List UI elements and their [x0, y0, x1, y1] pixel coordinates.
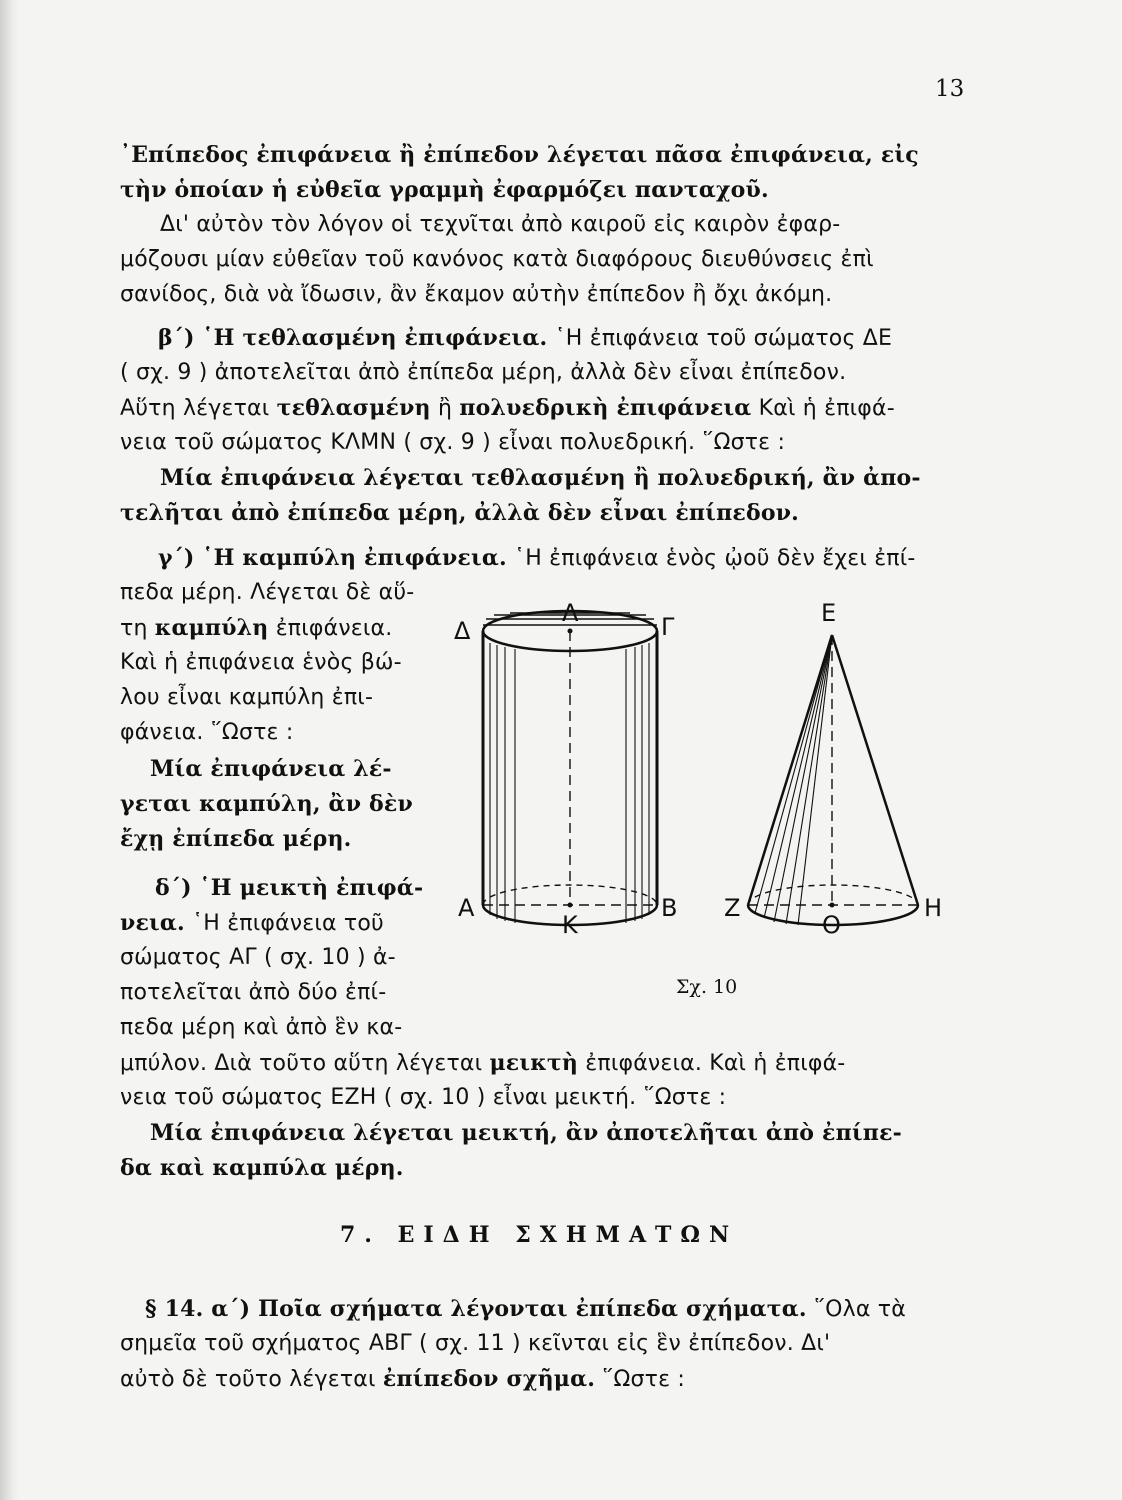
- body-text-line: νεια τοῦ σώματος ΕΖΗ ( σχ. 10 ) εἶναι μεικτή. ῞Ωστε :: [120, 1085, 727, 1110]
- body-text-line: ( σχ. 9 ) ἀποτελεῖται ἀπὸ ἐπίπεδα μέρη, ἀλλὰ δὲν εἶναι ἐπίπεδον.: [120, 360, 847, 385]
- body-text-line: τη καμπύλη ἐπιφάνεια.: [120, 615, 393, 641]
- body-text-line: λου εἶναι καμπύλη ἐπι-: [120, 685, 374, 710]
- label-zeta: Ζ: [724, 894, 741, 922]
- subsection-heading-broken: β΄) ῾Η τεθλασμένη ἐπιφάνεια.: [158, 325, 548, 351]
- label-eta: Η: [924, 894, 943, 922]
- label-epsilon: Ε: [821, 599, 837, 627]
- definition-mixed-line-1: Μία ἐπιφάνεια λέγεται μεικτή, ἂν ἀποτελῆται ἀπὸ ἐπίπε-: [150, 1120, 902, 1146]
- section-title: 7. ΕΙΔΗ ΣΧΗΜΑΤΩΝ: [340, 1222, 739, 1248]
- body-text-line: μπύλον. Διὰ τοῦτο αὕτη λέγεται μεικτὴ ἐπιφάνεια. Καὶ ἡ ἐπιφά-: [120, 1050, 846, 1076]
- cylinder-drawing: [483, 611, 657, 925]
- body-text-line: Καὶ ἡ ἐπιφάνεια ἑνὸς βώ-: [120, 650, 402, 675]
- figure-cylinder-cone: [450, 595, 960, 950]
- label-gamma: Γ: [661, 613, 675, 641]
- label-omicron: Ο: [822, 911, 841, 939]
- body-text-line: αὐτὸ δὲ τοῦτο λέγεται ἐπίπεδον σχῆμα. ῞Ωστε :: [120, 1366, 685, 1392]
- label-delta: Δ: [454, 617, 471, 645]
- body-text-line: Αὕτη λέγεται τεθλασμένη ἢ πολυεδρικὴ ἐπιφάνεια Καὶ ἡ ἐπιφά-: [120, 395, 895, 421]
- body-text: ῾Η ἐπιφάνεια τοῦ σώματος ΔΕ: [554, 326, 893, 351]
- term-broken: τεθλασμένη: [276, 395, 431, 421]
- term-polyhedral: πολυεδρικὴ ἐπιφάνεια: [459, 395, 752, 421]
- subsection-heading-curved: γ΄) ῾Η καμπύλη ἐπιφάνεια.: [158, 545, 507, 571]
- definition-curved-line-2: γεται καμπύλη, ἂν δὲν: [120, 791, 413, 817]
- body-text-line: φάνεια. ῞Ωστε :: [120, 720, 294, 745]
- term-plane-figure: ἐπίπεδον σχῆμα.: [382, 1366, 596, 1392]
- body-text-line: ποτελεῖται ἀπὸ δύο ἐπί-: [120, 980, 387, 1005]
- label-beta: Β: [661, 894, 678, 922]
- body-text-line: Δι' αὐτὸν τὸν λόγον οἱ τεχνῖται ἀπὸ καιροῦ εἰς καιρὸν ἐφαρ-: [160, 212, 841, 237]
- cone-drawing: [748, 635, 918, 925]
- subsection-broken-surface: [158, 325, 892, 351]
- page-number: 13: [935, 76, 965, 102]
- definition-mixed-line-2: δα καὶ καμπύλα μέρη.: [120, 1155, 404, 1181]
- label-lambda: Λ: [562, 599, 579, 627]
- body-text-line: σημεῖα τοῦ σχήματος ΑΒΓ ( σχ. 11 ) κεῖνται εἰς ἓν ἐπίπεδον. Δι': [120, 1331, 831, 1356]
- body-text-line: σώματος ΑΓ ( σχ. 10 ) ἀ-: [120, 945, 396, 970]
- definition-broken-line-1: Μία ἐπιφάνεια λέγεται τεθλασμένη ἢ πολυεδρική, ἂν ἀπο-: [160, 465, 921, 491]
- label-kappa: Κ: [562, 911, 578, 939]
- subsection-curved-surface: [158, 545, 916, 571]
- definition-curved-line-3: ἔχῃ ἐπίπεδα μέρη.: [120, 826, 352, 852]
- label-alpha: Α: [458, 894, 475, 922]
- page-binding-shadow: [0, 0, 20, 1500]
- body-text-line: σανίδος, διὰ νὰ ἴδωσιν, ἂν ἔκαμον αὐτὴν ἐπίπεδον ἢ ὄχι ἀκόμη.: [120, 282, 833, 307]
- body-text-line: πεδα μέρη καὶ ἀπὸ ἓν κα-: [120, 1015, 403, 1040]
- section-14-heading: § 14. α΄) Ποῖα σχήματα λέγονται ἐπίπεδα σχήματα.: [145, 1296, 807, 1322]
- definition-flat-line-1: ᾿Επίπεδος ἐπιφάνεια ἢ ἐπίπεδον λέγεται πᾶσα ἐπιφάνεια, εἰς: [120, 142, 919, 168]
- definition-broken-line-2: τελῆται ἀπὸ ἐπίπεδα μέρη, ἀλλὰ δὲν εἶναι ἐπίπεδον.: [120, 500, 800, 526]
- body-text-line: μόζουσι μίαν εὐθεῖαν τοῦ κανόνος κατὰ διαφόρους διευθύνσεις ἐπὶ: [120, 247, 874, 272]
- figure-caption: Σχ. 10: [676, 976, 738, 998]
- body-text-line: νεια. ῾Η ἐπιφάνεια τοῦ: [120, 910, 384, 936]
- body-text-line: νεια τοῦ σώματος ΚΛΜΝ ( σχ. 9 ) εἶναι πολυεδρική. ῞Ωστε :: [120, 430, 786, 455]
- subsection-heading-mixed: δ΄) ῾Η μεικτὴ ἐπιφά-: [155, 875, 424, 901]
- section-14-line-1: § 14. α΄) Ποῖα σχήματα λέγονται ἐπίπεδα σχήματα. ῞Ολα τὰ: [145, 1296, 906, 1322]
- term-mixed: μεικτὴ: [489, 1050, 579, 1076]
- body-text-line: πεδα μέρη. Λέγεται δὲ αὕ-: [120, 580, 415, 605]
- term-curved: καμπύλη: [154, 615, 269, 641]
- definition-curved-line-1: Μία ἐπιφάνεια λέ-: [150, 756, 392, 782]
- definition-flat-line-2: τὴν ὁποίαν ἡ εὐθεῖα γραμμὴ ἐφαρμόζει πανταχοῦ.: [120, 177, 769, 203]
- body-text: ῾Η ἐπιφάνεια ἑνὸς ᾠοῦ δὲν ἔχει ἐπί-: [514, 546, 916, 571]
